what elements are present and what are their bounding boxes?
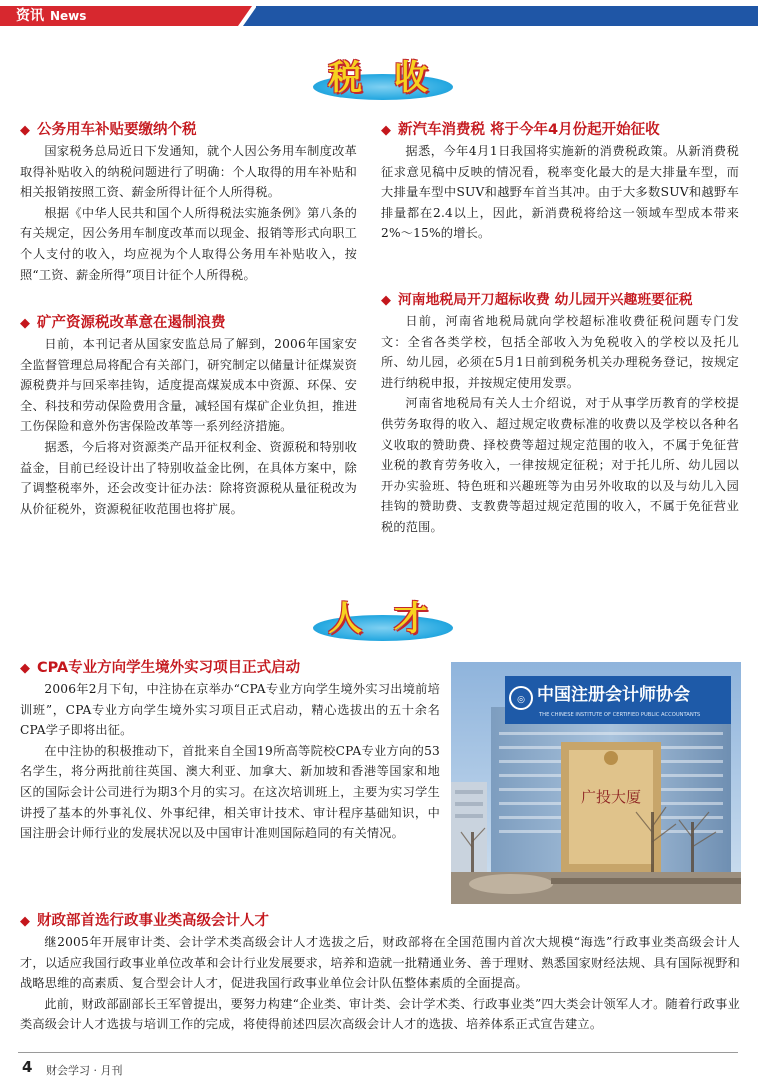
article-paragraph: 根据《中华人民共和国个人所得税法实施条例》第八条的有关规定，因公务用车制度改革而以现金、报销等形式向职工个人支付的收入，均应视为个人取得公务用车补贴收入，按照“工资、薪金所得”项目计征个人所得税。	[20, 205, 357, 282]
article-paragraph: 日前，本刊记者从国家安监总局了解到，2006年国家安全监督管理总局将配合有关部门，研究制定以储量计征煤炭资源税费并与回采率挂钩，适度提高煤炭成本中资源、环保、安全、科技和劳动保险费用含量，减轻国有煤矿企业负担，推进工伤保险和意外伤害保险改革等一系列经济措施。	[20, 337, 357, 434]
article-auto-consumption-tax	[381, 119, 739, 244]
section-title-talent	[313, 591, 453, 641]
article-paragraph: 国家税务总局近日下发通知，就个人因公务用车制度改革取得补贴收入的纳税问题进行了明确：个人取得的用车补贴和相关报销按照工资、薪金所得计征个人所得税。	[20, 144, 357, 200]
article-title: ◆ 公务用车补贴要缴纳个税	[20, 122, 197, 138]
article-senior-accountant-selection	[20, 910, 740, 1035]
article-paragraph: 此前，财政部副部长王军曾提出，要努力构建“企业类、审计类、会计学术类、行政事业类”四大类会计领军人才。随着行政事业类高级会计人才选拔与培训工作的完成，将使得前述四层次高级会计人才的选拔、培养体系正式宣告建立。	[20, 996, 740, 1032]
photo-sign-cn: 中国注册会计师协会	[537, 685, 690, 705]
footer-divider	[18, 1052, 738, 1053]
article-title: ◆ CPA专业方向学生境外实习项目正式启动	[20, 660, 301, 676]
article-official-car-subsidy	[20, 119, 357, 285]
diamond-bullet-icon: ◆	[20, 914, 30, 929]
section-title-text: 人 才	[328, 599, 438, 639]
section-title-tax	[313, 50, 453, 100]
article-title: ◆ 财政部首选行政事业类高级会计人才	[20, 913, 269, 929]
diamond-bullet-icon: ◆	[20, 661, 30, 676]
header-title-en: News	[50, 9, 87, 23]
photo-building-name: 广投大厦	[580, 788, 642, 806]
article-paragraph: 据悉，今年4月1日我国将实施新的消费税政策。从新消费税征求意见稿中反映的情况看，税率变化最大的是大排量车型，而大排量车型中SUV和越野车首当其冲。由于大多数SUV和越野车排量都在2.4以上，因此，新消费税将给这一领域车型成本带来2%～15%的增长。	[381, 144, 739, 241]
article-mineral-resource-tax	[20, 312, 357, 519]
building-illustration	[451, 662, 741, 904]
diamond-bullet-icon: ◆	[381, 293, 391, 308]
header-blue-tip	[243, 6, 257, 26]
header-title	[16, 6, 86, 26]
article-title: ◆ 新汽车消费税 将于今年4月份起开始征收	[381, 122, 660, 138]
cicpa-building-photo	[451, 662, 741, 904]
article-title: ◆ 河南地税局开刀超标收费 幼儿园开兴趣班要征税	[381, 292, 693, 308]
photo-sign-en: THE CHINESE INSTITUTE OF CERTIFIED PUBLIC ACCOUNTANTS	[539, 712, 701, 718]
diamond-bullet-icon: ◆	[20, 123, 30, 138]
diamond-bullet-icon: ◆	[20, 316, 30, 331]
svg-text:◎: ◎	[517, 695, 525, 705]
diamond-bullet-icon: ◆	[381, 123, 391, 138]
header-title-cn: 资讯	[16, 8, 44, 24]
article-cpa-internship	[20, 657, 440, 844]
section-title-text: 税 收	[328, 58, 438, 98]
article-paragraph: 河南省地税局有关人士介绍说，对于从事学历教育的学校提供劳务取得的收入、超过规定收费标准的收费以及学校以各种名义收取的赞助费、择校费等超过规定范围的收入，不属于免征营业税的教育劳务收入，一律按规定征税；对于托儿所、幼儿园以开办实验班、特色班和兴趣班等为由另外收取的以及与幼儿入园挂钩的赞助费、支教费等超过规定范围的收入，不属于免征营业税的范围。	[381, 396, 739, 534]
article-paragraph: 继2005年开展审计类、会计学术类高级会计人才选拔之后，财政部将在全国范围内首次大规模“海选”行政事业类高级会计人才，以适应我国行政事业单位改革和会计行业发展要求，培养和造就一批精通业务、善于理财、熟悉国家财经法规、具有国际视野和战略思维的高素质、复合型会计人才，促进我国行政事业单位会计队伍整体素质的全面提高。	[20, 935, 740, 991]
article-paragraph: 2006年2月下旬，中注协在京举办“CPA专业方向学生境外实习出境前培训班”，CPA专业方向学生境外实习项目正式启动，精心选拔出的五十余名CPA学子即将出征。	[20, 682, 440, 738]
article-title: ◆ 矿产资源税改革意在遏制浪费	[20, 315, 226, 331]
article-paragraph: 据悉，今后将对资源类产品开征权利金、资源税和特别收益金，目前已经设计出了特别收益金比例，在具体方案中，除了调整税率外，还会改变计征办法：除将资源税从量征税改为从价征税外，资源税征收范围也将扩展。	[20, 439, 357, 516]
article-paragraph: 在中注协的积极推动下，首批来自全国19所高等院校CPA专业方向的53名学生，将分两批前往英国、澳大利亚、加拿大、新加坡和香港等国家和地区的国际会计公司进行为期3个月的实习。在这次培训班上，主要为实习学生讲授了基本的外事礼仪、外事纪律，相关审计技术、审计程序基础知识，中国注册会计师行业的发展状况以及中国审计准则国际趋同的有关情况。	[20, 743, 440, 841]
publication-name: 财会学习 · 月刊	[46, 1064, 123, 1077]
page-number: 4	[22, 1058, 33, 1076]
article-paragraph: 日前，河南省地税局就向学校超标准收费征税问题专门发文：全省各类学校，包括全部收入为免税收入的学校以及托儿所、幼儿园，必须在5月1日前到税务机关办理税务登记，按规定进行纳税申报，并按规定使用发票。	[381, 314, 739, 390]
header-blue-band	[256, 6, 758, 26]
article-henan-tax-bureau	[381, 289, 739, 538]
page-header	[0, 0, 758, 30]
